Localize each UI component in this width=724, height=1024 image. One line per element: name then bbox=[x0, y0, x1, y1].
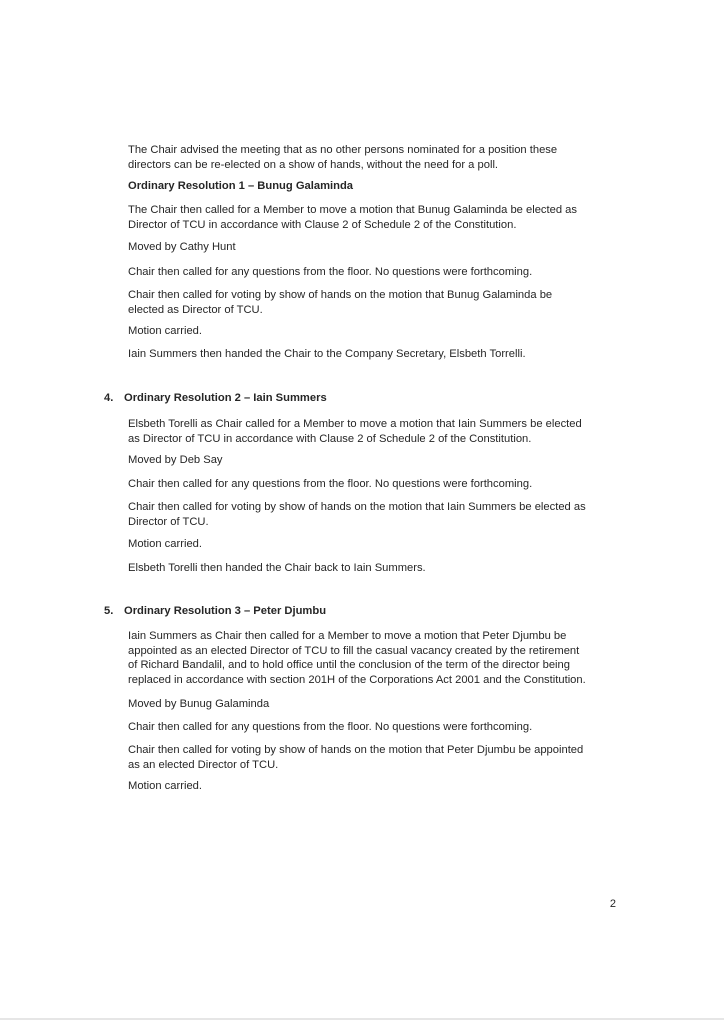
intro-line-2: directors can be re-elected on a show of hands, without the need for a poll. bbox=[128, 158, 499, 171]
section-4-motion-line-1: Elsbeth Torelli as Chair called for a Member to move a motion that Iain Summers be elected bbox=[128, 418, 582, 430]
section-5-result: Motion carried. bbox=[128, 780, 202, 792]
resolution-1-motion bbox=[128, 203, 612, 232]
chair-handover-1: Iain Summers then handed the Chair to the Company Secretary, Elsbeth Torrelli. bbox=[128, 348, 526, 360]
section-5-questions: Chair then called for any questions from the floor. No questions were forthcoming. bbox=[128, 721, 533, 733]
resolution-1-moved-by: Moved by Cathy Hunt bbox=[128, 241, 236, 253]
section-4-questions: Chair then called for any questions from the floor. No questions were forthcoming. bbox=[128, 478, 533, 490]
section-5-motion-line-3: of Richard Bandalil, and to hold office until the conclusion of the term of the director being bbox=[128, 659, 570, 671]
page-bottom-edge bbox=[0, 1018, 724, 1020]
section-4-motion-line-2: as Director of TCU in accordance with Clause 2 of Schedule 2 of the Constitution. bbox=[128, 432, 532, 445]
section-5-title: Ordinary Resolution 3 – Peter Djumbu bbox=[124, 605, 327, 617]
section-5-moved-by: Moved by Bunug Galaminda bbox=[128, 698, 270, 710]
section-4-motion bbox=[128, 417, 612, 446]
section-5-number: 5. bbox=[104, 605, 114, 617]
resolution-1-questions: Chair then called for any questions from the floor. No questions were forthcoming. bbox=[128, 266, 533, 278]
section-4-voting-line-1: Chair then called for voting by show of hands on the motion that Iain Summers be elected as bbox=[128, 501, 586, 513]
resolution-1-motion-line-1: The Chair then called for a Member to move a motion that Bunug Galaminda be elected as bbox=[128, 204, 577, 216]
page-number: 2 bbox=[609, 898, 616, 910]
chair-handover-2: Elsbeth Torelli then handed the Chair back to Iain Summers. bbox=[128, 562, 426, 574]
section-5-motion-line-4: replaced in accordance with section 201H of the Corporations Act 2001 and the Constitution. bbox=[128, 673, 586, 686]
section-5-motion bbox=[128, 629, 612, 687]
resolution-1-heading: Ordinary Resolution 1 – Bunug Galaminda bbox=[128, 180, 354, 192]
section-4-result: Motion carried. bbox=[128, 538, 202, 550]
section-4-title: Ordinary Resolution 2 – Iain Summers bbox=[124, 392, 327, 404]
resolution-1-voting-line-1: Chair then called for voting by show of hands on the motion that Bunug Galaminda be bbox=[128, 289, 553, 301]
section-4-voting-line-2: Director of TCU. bbox=[128, 515, 209, 528]
section-5-voting-line-1: Chair then called for voting by show of hands on the motion that Peter Djumbu be appointed bbox=[128, 744, 584, 756]
section-4-voting bbox=[128, 500, 612, 529]
section-5-heading bbox=[104, 604, 604, 619]
section-4-moved-by: Moved by Deb Say bbox=[128, 454, 223, 466]
resolution-1-motion-line-2: Director of TCU in accordance with Clause 2 of Schedule 2 of the Constitution. bbox=[128, 218, 517, 231]
section-4-heading bbox=[104, 391, 604, 406]
section-5-voting-line-2: as an elected Director of TCU. bbox=[128, 758, 279, 771]
resolution-1-result: Motion carried. bbox=[128, 325, 202, 337]
resolution-1-voting-line-2: elected as Director of TCU. bbox=[128, 303, 263, 316]
section-4-number: 4. bbox=[104, 392, 114, 404]
resolution-1-voting bbox=[128, 288, 612, 317]
intro-line-1: The Chair advised the meeting that as no other persons nominated for a position these bbox=[128, 144, 558, 156]
intro-paragraph bbox=[128, 143, 612, 172]
section-5-motion-line-2: appointed as an elected Director of TCU to fill the casual vacancy created by the retirement bbox=[128, 644, 580, 657]
section-5-motion-line-1: Iain Summers as Chair then called for a Member to move a motion that Peter Djumbu be bbox=[128, 630, 567, 642]
section-5-voting bbox=[128, 743, 612, 772]
